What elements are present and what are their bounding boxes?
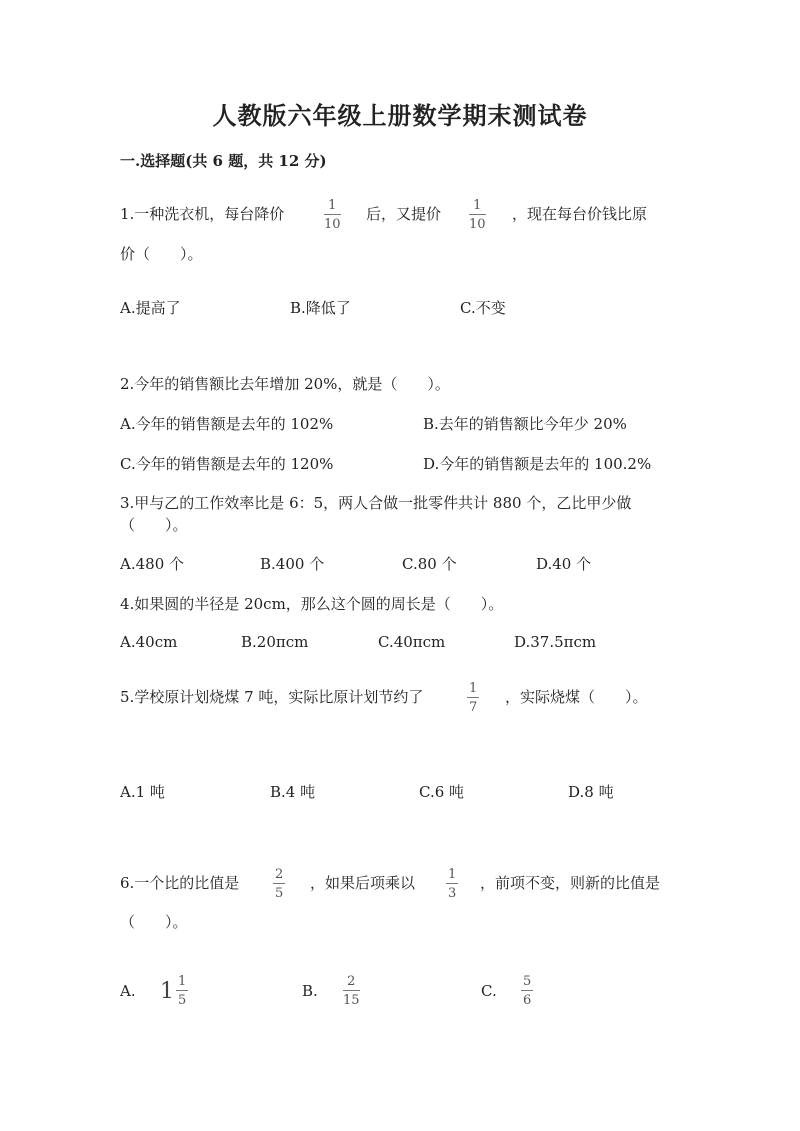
q6-option-c-label[interactable]: C. (481, 982, 497, 1000)
q3-option-a[interactable]: A.480 个 (120, 555, 184, 573)
q6-stem-part4: （ ）。 (120, 913, 188, 931)
fraction-numerator: 1 (469, 681, 478, 696)
q6-stem-part2: ，如果后项乘以 (310, 874, 416, 892)
q1-stem-part3: ，现在每台价钱比原 (512, 205, 648, 223)
q5-fraction (467, 682, 479, 714)
fraction-denominator: 15 (343, 993, 360, 1008)
q6-fraction-2 (446, 868, 458, 900)
q4-option-a[interactable]: A.40cm (120, 633, 178, 651)
q1-stem-part4: 价（ ）。 (120, 245, 203, 263)
fraction-numerator: 1 (178, 974, 187, 989)
fraction-denominator: 3 (448, 886, 457, 901)
q4-option-b[interactable]: B.20πcm (241, 633, 309, 651)
q3-stem-part1: 3.甲与乙的工作效率比是 6：5，两人合做一批零件共计 880 个，乙比甲少做 (120, 494, 632, 512)
fraction-denominator: 7 (469, 700, 478, 715)
section-heading: 一.选择题(共 6 题，共 12 分) (120, 152, 327, 170)
fraction-numerator: 2 (275, 867, 284, 882)
q1-option-b[interactable]: B.降低了 (290, 299, 351, 317)
q2-stem: 2.今年的销售额比去年增加 20%，就是（ ）。 (120, 375, 450, 393)
q3-option-d[interactable]: D.40 个 (536, 555, 592, 573)
q1-fraction-2 (469, 199, 486, 231)
q1-stem-part1: 1.一种洗衣机，每台降价 (120, 205, 285, 223)
mixed-whole: 1 (160, 978, 174, 1004)
q6-option-b-label[interactable]: B. (302, 982, 318, 1000)
q2-option-d[interactable]: D.今年的销售额是去年的 100.2% (423, 455, 652, 473)
q2-option-a[interactable]: A.今年的销售额是去年的 102% (120, 415, 334, 433)
q5-stem-part2: ，实际烧煤（ ）。 (505, 688, 648, 706)
page-title: 人教版六年级上册数学期末测试卷 (212, 101, 588, 130)
q6-option-b-fraction[interactable] (343, 975, 360, 1007)
mixed-fraction (176, 975, 188, 1007)
fraction-numerator: 1 (448, 867, 457, 882)
q6-option-a-label[interactable]: A. (120, 982, 136, 1000)
q4-option-c[interactable]: C.40πcm (378, 633, 446, 651)
q5-option-b[interactable]: B.4 吨 (270, 783, 316, 801)
q1-option-c[interactable]: C.不变 (460, 299, 506, 317)
fraction-denominator: 5 (178, 993, 187, 1008)
fraction-denominator: 5 (275, 886, 284, 901)
fraction-denominator: 10 (324, 217, 341, 232)
q6-option-c-fraction[interactable] (521, 975, 533, 1007)
q4-option-d[interactable]: D.37.5πcm (514, 633, 597, 651)
q3-option-c[interactable]: C.80 个 (402, 555, 457, 573)
fraction-numerator: 5 (523, 974, 532, 989)
q1-stem-part2: 后，又提价 (366, 205, 442, 223)
fraction-denominator: 10 (469, 217, 486, 232)
q6-stem-part1: 6.一个比的比值是 (120, 874, 240, 892)
q1-fraction-1 (324, 199, 341, 231)
fraction-denominator: 6 (523, 993, 532, 1008)
q3-stem-part2: （ ）。 (120, 516, 188, 534)
q5-option-c[interactable]: C.6 吨 (419, 783, 465, 801)
q6-stem-part3: ，前项不变，则新的比值是 (480, 874, 661, 892)
q4-stem: 4.如果圆的半径是 20cm，那么这个圆的周长是（ ）。 (120, 595, 504, 613)
q2-option-b[interactable]: B.去年的销售额比今年少 20% (423, 415, 627, 433)
q1-option-a[interactable]: A.提高了 (120, 299, 181, 317)
fraction-numerator: 1 (328, 198, 337, 213)
q3-option-b[interactable]: B.400 个 (260, 555, 325, 573)
fraction-numerator: 1 (473, 198, 482, 213)
fraction-numerator: 2 (347, 974, 356, 989)
q5-option-d[interactable]: D.8 吨 (568, 783, 614, 801)
q5-option-a[interactable]: A.1 吨 (120, 783, 165, 801)
q6-fraction-1 (273, 868, 285, 900)
q5-stem-part1: 5.学校原计划烧煤 7 吨，实际比原计划节约了 (120, 688, 424, 706)
q6-option-a-mixed-number[interactable] (160, 975, 188, 1007)
q2-option-c[interactable]: C.今年的销售额是去年的 120% (120, 455, 334, 473)
